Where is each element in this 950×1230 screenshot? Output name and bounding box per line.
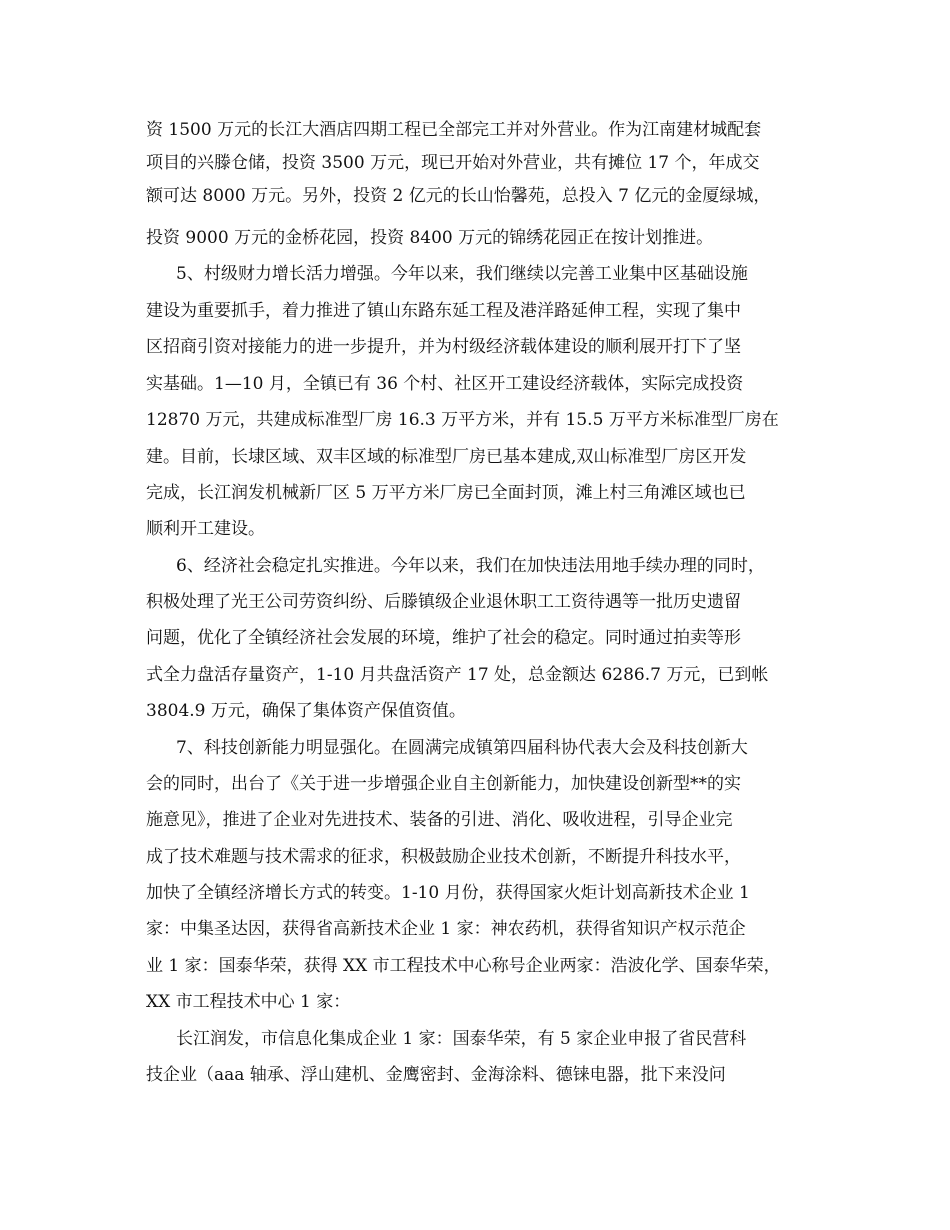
text-line: 项目的兴滕仓储，投资 3500 万元，现已开始对外营业，共有摊位 17 个，年成交 xyxy=(146,153,760,173)
text-line: 额可达 8000 万元。另外，投资 2 亿元的长山怡馨苑，总投入 7 亿元的金厦绿城， xyxy=(146,186,771,206)
text-line: 家：中集圣达因，获得省高新技术企业 1 家：神农药机，获得省知识产权示范企 xyxy=(146,919,746,939)
text-line: 完成，长江润发机械新厂区 5 万平方米厂房已全面封顶，滩上村三角滩区域也已 xyxy=(146,483,746,503)
text-line: 建。目前，长埭区域、双丰区域的标准型厂房已基本建成,双山标准型厂房区开发 xyxy=(146,447,747,467)
text-line: 式全力盘活存量资产，1-10 月共盘活资产 17 处，总金额达 6286.7 万元，已到帐 xyxy=(146,665,769,685)
paragraph-6-first-line: 6、经济社会稳定扎实推进。今年以来，我们在加快违法用地手续办理的同时， xyxy=(176,556,765,576)
text-line: 投资 9000 万元的金桥花园，投资 8400 万元的锦绣花园正在按计划推进。 xyxy=(146,228,714,248)
text-line: 建设为重要抓手，着力推进了镇山东路东延工程及港洋路延伸工程，实现了集中 xyxy=(146,301,741,321)
text-line: 积极处理了光王公司劳资纠纷、后滕镇级企业退休职工工资待遇等一批历史遗留 xyxy=(146,592,741,612)
text-line: 加快了全镇经济增长方式的转变。1-10 月份，获得国家火炬计划高新技术企业 1 xyxy=(146,883,750,903)
text-line: 施意见》，推进了企业对先进技术、装备的引进、消化、吸收进程，引导企业完 xyxy=(146,810,733,830)
paragraph-7-first-line: 7、科技创新能力明显强化。在圆满完成镇第四届科协代表大会及科技创新大 xyxy=(176,738,748,758)
text-line: 实基础。1—10 月，全镇已有 36 个村、社区开工建设经济载体，实际完成投资 xyxy=(146,374,744,394)
text-line: 12870 万元，共建成标准型厂房 16.3 万平方米，并有 15.5 万平方米标准型厂房在 xyxy=(146,410,779,430)
paragraph-5-first-line: 5、村级财力增长活力增强。今年以来，我们继续以完善工业集中区基础设施 xyxy=(176,264,748,284)
text-line: 会的同时，出台了《关于进一步增强企业自主创新能力，加快建设创新型**的实 xyxy=(146,774,741,794)
text-line: 业 1 家：国泰华荣，获得 XX 市工程技术中心称号企业两家：浩波化学、国泰华荣， xyxy=(146,956,781,976)
text-line: 资 1500 万元的长江大酒店四期工程已全部完工并对外营业。作为江南建材城配套 xyxy=(146,120,762,140)
text-line: 3804.9 万元，确保了集体资产保值资值。 xyxy=(146,701,466,721)
text-line: 成了技术难题与技术需求的征求，积极鼓励企业技术创新，不断提升科技水平， xyxy=(146,847,741,867)
text-line: 技企业（aaa 轴承、浮山建机、金鹰密封、金海涂料、德铼电器，批下来没问 xyxy=(146,1065,726,1085)
text-line: XX 市工程技术中心 1 家： xyxy=(146,992,351,1012)
text-line: 区招商引资对接能力的进一步提升，并为村级经济载体建设的顺利展开打下了坚 xyxy=(146,337,741,357)
text-line: 问题，优化了全镇经济社会发展的环境，维护了社会的稳定。同时通过拍卖等形 xyxy=(146,628,741,648)
text-line: 顺利开工建设。 xyxy=(146,519,265,539)
paragraph-continuation-first-line: 长江润发，市信息化集成企业 1 家：国泰华荣，有 5 家企业申报了省民营科 xyxy=(176,1029,747,1049)
